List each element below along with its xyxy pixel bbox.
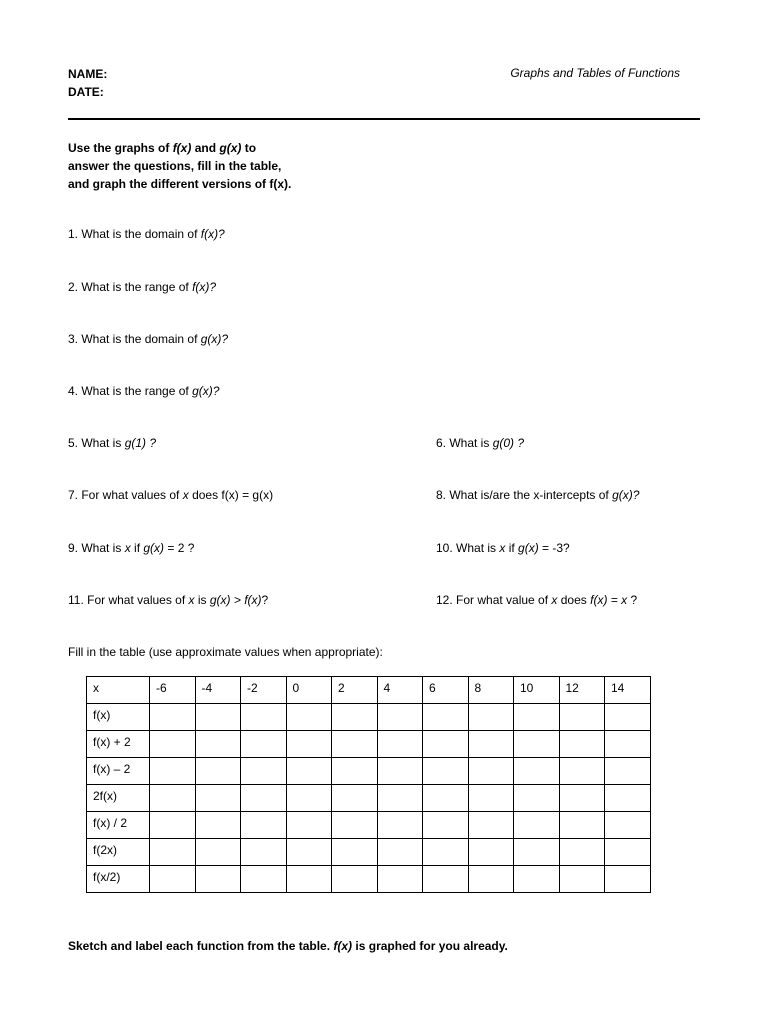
table-caption: Fill in the table (use approximate values when appropriate): [68,645,383,659]
table-answer-cell[interactable] [195,812,241,839]
table-answer-cell[interactable] [559,758,605,785]
table-answer-cell[interactable] [286,731,332,758]
table-answer-cell[interactable] [559,839,605,866]
question-8: 8. What is/are the x-intercepts of g(x)? [436,488,640,502]
table-answer-cell[interactable] [377,704,423,731]
question-9: 9. What is x if g(x) = 2 ? [68,541,195,555]
table-row [87,839,651,866]
table-row-label: f(x) – 2 [87,758,150,785]
question-10: 10. What is x if g(x) = -3? [436,541,570,555]
table-row [87,758,651,785]
question-4: 4. What is the range of g(x)? [68,384,220,398]
table-answer-cell[interactable] [241,839,287,866]
table-answer-cell[interactable] [468,812,514,839]
table-answer-cell[interactable] [423,785,469,812]
table-answer-cell[interactable] [559,785,605,812]
table-answer-cell[interactable] [423,812,469,839]
table-answer-cell[interactable] [332,731,378,758]
table-header-cell: 12 [559,677,605,704]
question-12: 12. For what value of x does f(x) = x ? [436,593,638,607]
table-row-label: f(x/2) [87,866,150,893]
question-2: 2. What is the range of f(x)? [68,280,217,294]
table-row [87,785,651,812]
table-answer-cell[interactable] [377,812,423,839]
table-answer-cell[interactable] [605,812,651,839]
date-label: DATE: [68,85,104,99]
table-header-cell: 2 [332,677,378,704]
table-answer-cell[interactable] [423,731,469,758]
table-answer-cell[interactable] [423,704,469,731]
table-row-label: f(x) + 2 [87,731,150,758]
table-answer-cell[interactable] [150,704,196,731]
table-answer-cell[interactable] [514,812,560,839]
table-answer-cell[interactable] [514,839,560,866]
table-answer-cell[interactable] [332,866,378,893]
table-answer-cell[interactable] [377,839,423,866]
table-answer-cell[interactable] [377,758,423,785]
table-answer-cell[interactable] [468,839,514,866]
table-answer-cell[interactable] [377,785,423,812]
table-answer-cell[interactable] [150,731,196,758]
sketch-instruction: Sketch and label each function from the table. f(x) is graphed for you already. [68,939,508,953]
table-row-label: f(x) [87,704,150,731]
table-answer-cell[interactable] [241,866,287,893]
instructions-line-3: and graph the different versions of f(x). [68,177,292,191]
table-answer-cell[interactable] [559,731,605,758]
table-answer-cell[interactable] [150,785,196,812]
table-row [87,866,651,893]
table-answer-cell[interactable] [514,785,560,812]
table-answer-cell[interactable] [332,785,378,812]
question-11: 11. For what values of x is g(x) > f(x)? [68,593,269,607]
table-row-label: 2f(x) [87,785,150,812]
question-6: 6. What is g(0) ? [436,436,525,450]
table-answer-cell[interactable] [605,866,651,893]
table-header-cell: -4 [195,677,241,704]
table-answer-cell[interactable] [605,704,651,731]
table-answer-cell[interactable] [605,758,651,785]
table-answer-cell[interactable] [559,812,605,839]
table-answer-cell[interactable] [150,812,196,839]
table-answer-cell[interactable] [423,839,469,866]
table-answer-cell[interactable] [150,839,196,866]
function-values-table [86,676,651,893]
table-answer-cell[interactable] [514,704,560,731]
table-row-label: f(x) / 2 [87,812,150,839]
table-header-cell: 10 [514,677,560,704]
table-row [87,704,651,731]
table-answer-cell[interactable] [468,704,514,731]
table-row [87,812,651,839]
instructions-line-1: Use the graphs of f(x) and g(x) to [68,141,257,155]
question-7: 7. For what values of x does f(x) = g(x) [68,488,274,502]
table-header-cell: 14 [605,677,651,704]
table-answer-cell[interactable] [195,866,241,893]
table-answer-cell[interactable] [241,758,287,785]
header-fields [68,65,107,101]
table-answer-cell[interactable] [559,866,605,893]
table-answer-cell[interactable] [241,731,287,758]
table-answer-cell[interactable] [195,758,241,785]
table-answer-cell[interactable] [332,704,378,731]
table-answer-cell[interactable] [195,731,241,758]
table-row-label: f(2x) [87,839,150,866]
table-row [87,731,651,758]
table-answer-cell[interactable] [241,785,287,812]
table-answer-cell[interactable] [286,785,332,812]
table-header-cell: 4 [377,677,423,704]
table-answer-cell[interactable] [468,731,514,758]
table-header-row [87,677,651,704]
instructions [68,139,291,193]
table-header-cell: 6 [423,677,469,704]
table-answer-cell[interactable] [150,866,196,893]
table-header-cell: 0 [286,677,332,704]
table-answer-cell[interactable] [332,758,378,785]
table-answer-cell[interactable] [286,866,332,893]
table-answer-cell[interactable] [286,839,332,866]
table-header-cell: -6 [150,677,196,704]
table-answer-cell[interactable] [332,812,378,839]
table-answer-cell[interactable] [377,866,423,893]
table-answer-cell[interactable] [559,704,605,731]
table-answer-cell[interactable] [377,731,423,758]
table-answer-cell[interactable] [195,704,241,731]
table-header-cell: -2 [241,677,287,704]
name-label: NAME: [68,67,108,81]
table-answer-cell[interactable] [514,731,560,758]
table-answer-cell[interactable] [241,704,287,731]
table-answer-cell[interactable] [286,704,332,731]
table-answer-cell[interactable] [195,839,241,866]
table-answer-cell[interactable] [468,758,514,785]
header-divider [68,118,700,120]
table-answer-cell[interactable] [423,758,469,785]
question-1: 1. What is the domain of f(x)? [68,227,225,241]
worksheet-title: Graphs and Tables of Functions [510,66,680,80]
table-answer-cell[interactable] [468,785,514,812]
table-answer-cell[interactable] [468,866,514,893]
table-header-cell: 8 [468,677,514,704]
table-answer-cell[interactable] [514,758,560,785]
table-answer-cell[interactable] [605,731,651,758]
table-answer-cell[interactable] [241,812,287,839]
table-answer-cell[interactable] [423,866,469,893]
table-answer-cell[interactable] [150,758,196,785]
table-answer-cell[interactable] [286,758,332,785]
instructions-line-2: answer the questions, fill in the table, [68,159,282,173]
table-answer-cell[interactable] [332,839,378,866]
table-answer-cell[interactable] [605,785,651,812]
table-answer-cell[interactable] [514,866,560,893]
table-answer-cell[interactable] [195,785,241,812]
table-header-x: x [87,677,150,704]
question-3: 3. What is the domain of g(x)? [68,332,229,346]
table-answer-cell[interactable] [286,812,332,839]
question-5: 5. What is g(1) ? [68,436,157,450]
table-answer-cell[interactable] [605,839,651,866]
